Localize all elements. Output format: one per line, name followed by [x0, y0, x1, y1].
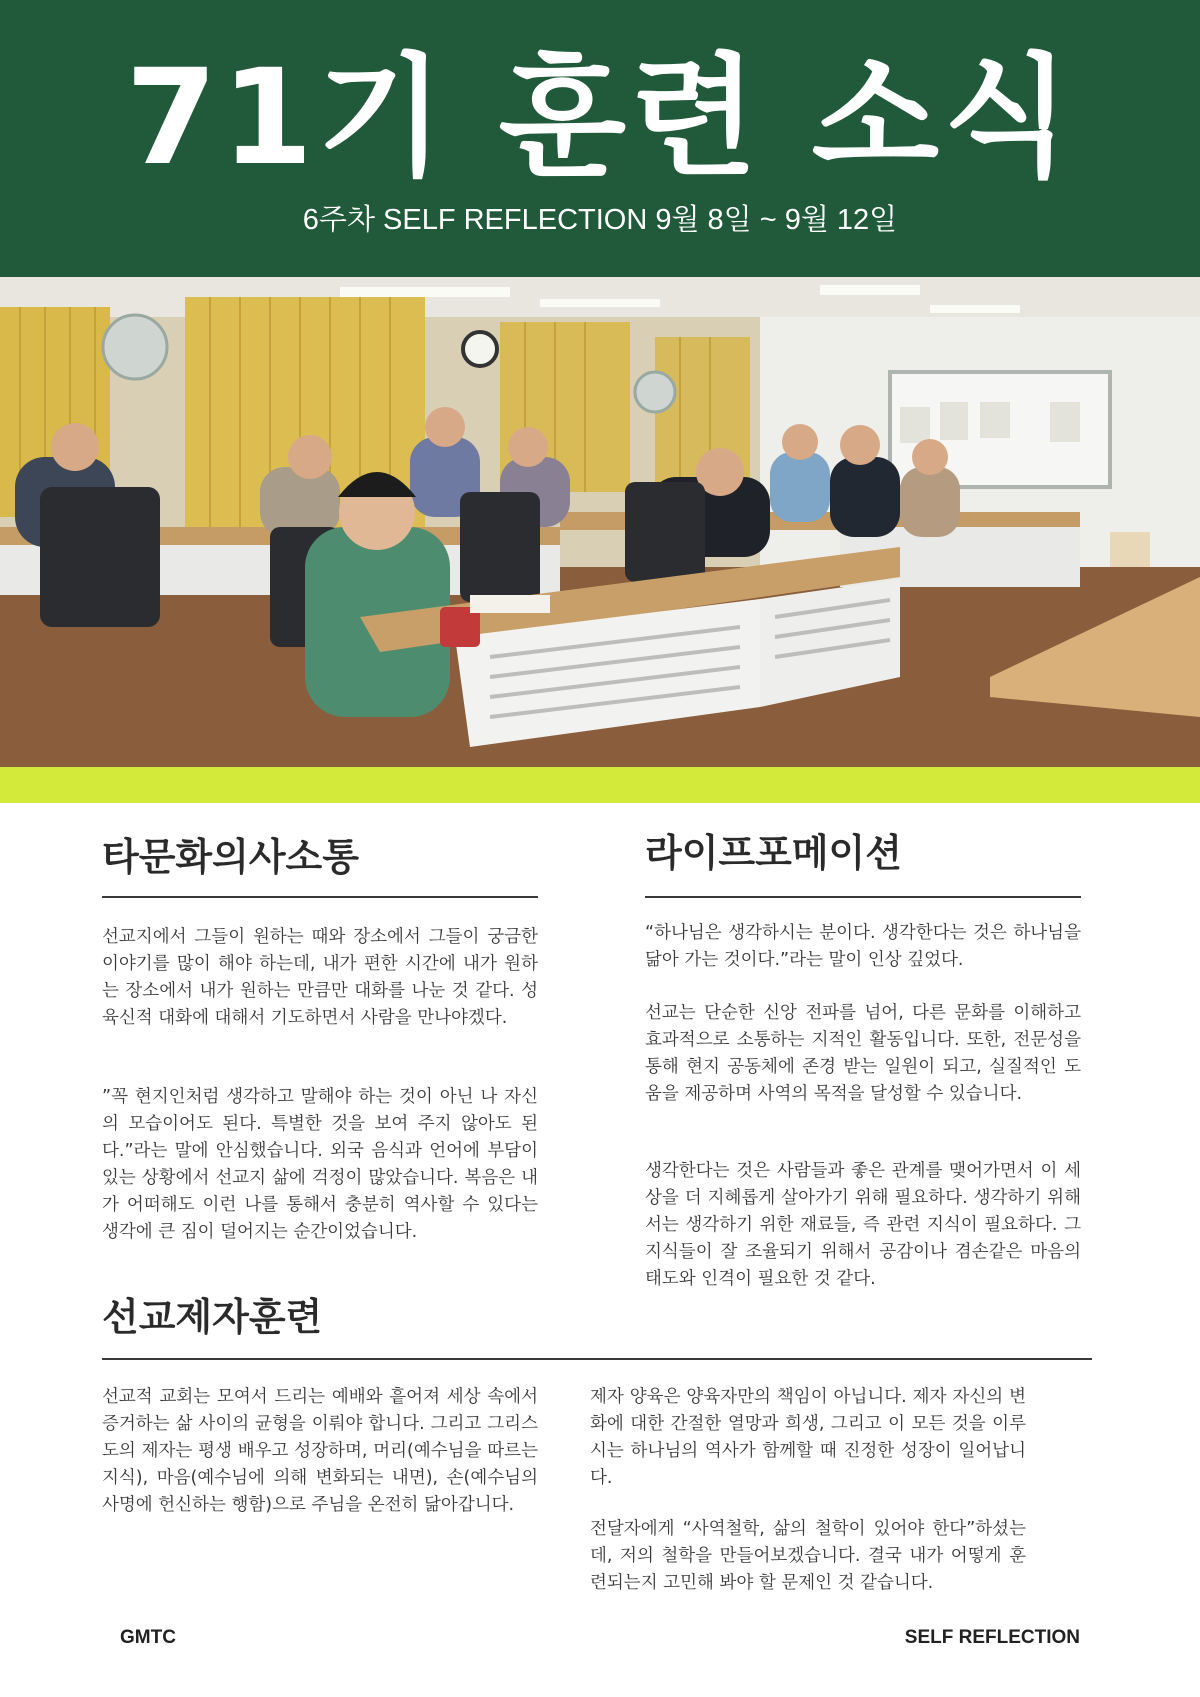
footer-right: SELF REFLECTION [904, 1627, 1080, 1648]
header-banner [0, 0, 1200, 277]
page-subtitle: 6주차 SELF REFLECTION 9월 8일 ~ 9월 12일 [302, 204, 898, 236]
section-title-cross-culture: 타문화의사소통 [102, 835, 359, 879]
life-formation-paragraph-3: 생각한다는 것은 사람들과 좋은 관계를 맺어가면서 이 세상을 더 지혜롭게 살아가기 위해 필요하다. 생각하기 위해서는 생각하기 위한 재료들, 즉 관련 지식이 필요하다. 그 지식들이 잘 조율되기 위해서 공감이나 겸손같은 마음의 태도와 인격이 필요한 것 같다. [645, 1161, 1081, 1289]
section-title-life-formation: 라이프포메이션 [645, 831, 902, 875]
life-formation-paragraph-1: “하나님은 생각하시는 분이다. 생각한다는 것은 하나님을 닮아 가는 것이다.”라는 말이 인상 깊었다. [645, 923, 1081, 970]
cross-culture-paragraph-1: 선교지에서 그들이 원하는 때와 장소에서 그들이 궁금한 이야기를 많이 해야 하는데, 내가 편한 시간에 내가 원하는 장소에서 내가 원하는 만큼만 대화를 나눈 것 같다. 성육신적 대화에 대해서 기도하면서 사람을 만나야겠다. [102, 927, 538, 1028]
section-divider [102, 896, 538, 898]
discipleship-paragraph-left: 선교적 교회는 모여서 드리는 예배와 흩어져 세상 속에서 증거하는 삶 사이의 균형을 이뤄야 합니다. 그리고 그리스도의 제자는 평생 배우고 성장하며, 머리(예수님을 따르는 지식), 마음(예수님에 의해 변화되는 내면), 손(예수님의 사명에 헌신하는 행함)으로 주님을 온전히 닮아갑니다. [102, 1387, 538, 1515]
classroom-photo [0, 277, 1200, 767]
discipleship-paragraph-right-1: 제자 양육은 양육자만의 책임이 아닙니다. 제자 자신의 변화에 대한 간절한 열망과 희생, 그리고 이 모든 것을 이루시는 하나님의 역사가 함께할 때 진정한 성장이 일어납니다. [590, 1387, 1026, 1488]
footer-left: GMTC [120, 1627, 176, 1648]
classroom-illustration [0, 277, 1200, 767]
section-title-discipleship: 선교제자훈련 [102, 1295, 323, 1339]
section-divider [102, 1358, 1092, 1360]
discipleship-paragraph-right-2: 전달자에게 “사역철학, 삶의 철학이 있어야 한다”하셨는데, 저의 철학을 만들어보겠습니다. 결국 내가 어떻게 훈련되는지 고민해 봐야 할 문제인 것 같습니다. [590, 1519, 1026, 1593]
accent-bar [0, 767, 1200, 803]
section-divider [645, 896, 1081, 898]
cross-culture-paragraph-2: ”꼭 현지인처럼 생각하고 말해야 하는 것이 아닌 나 자신의 모습이어도 된다. 특별한 것을 보여 주지 않아도 된다.”라는 말에 안심했습니다. 외국 음식과 언어에 부담이 있는 상황에서 선교지 삶에 걱정이 많았습니다. 복음은 내가 어떠해도 이런 나를 통해서 충분히 역사할 수 있다는 생각에 큰 짐이 덜어지는 순간이었습니다. [102, 1087, 538, 1242]
page-title: 71기 훈련 소식 [125, 41, 1075, 195]
life-formation-paragraph-2: 선교는 단순한 신앙 전파를 넘어, 다른 문화를 이해하고 효과적으로 소통하는 지적인 활동입니다. 또한, 전문성을 통해 현지 공동체에 존경 받는 일원이 되고, 실질적인 도움을 제공하며 사역의 목적을 달성할 수 있습니다. [645, 1003, 1081, 1104]
